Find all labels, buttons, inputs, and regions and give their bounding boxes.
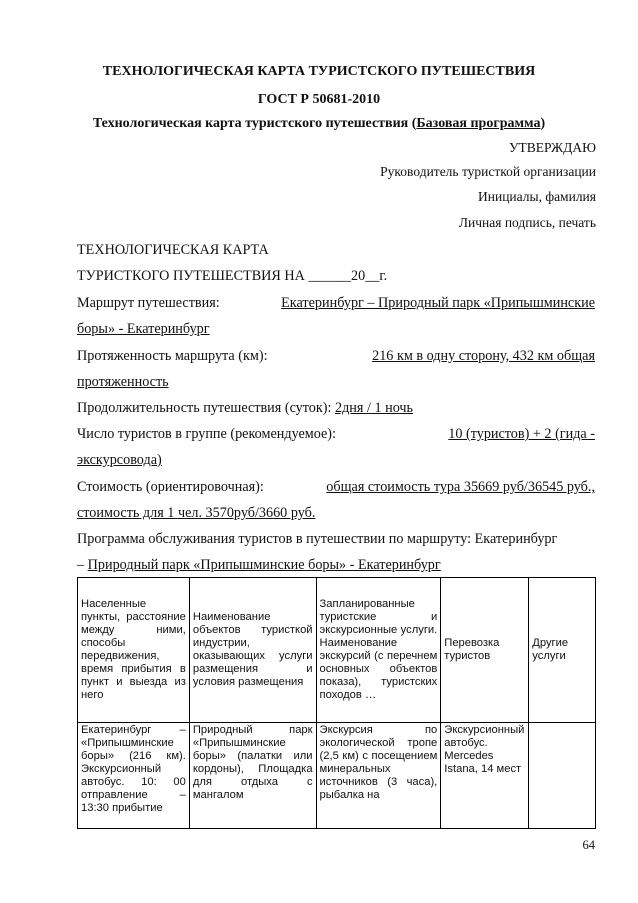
cost-line <box>77 479 595 496</box>
cost-label: Стоимость (ориентировочная): <box>77 479 264 495</box>
tourists-value: 10 (туристов) + 2 (гида - <box>448 426 595 442</box>
cell-services: Экскурсия по экологической тропе (2,5 км) с посещением минеральных источников (3 часа), рыбалка на <box>316 723 441 829</box>
header-objects: Наименование объектов туристкой индустрии, оказывающих услуги размещения и условия размещения <box>189 578 316 723</box>
length-value: 216 км в одну сторону, 432 км общая <box>372 348 595 364</box>
cell-objects: Природный парк «Припышминские боры» (палатки или кордоны), Площадка для отдыха с мангалом <box>189 723 316 829</box>
route-value: Екатеринбург – Природный парк «Припышминские <box>281 295 595 311</box>
length-line-cont <box>77 374 595 391</box>
cost-value: общая стоимость тура 35669 руб/36545 руб., <box>326 479 595 495</box>
route-line <box>77 295 595 312</box>
tourists-label: Число туристов в группе (рекомендуемое): <box>77 426 336 442</box>
page-number: 64 <box>582 838 595 852</box>
duration-line <box>77 400 595 417</box>
length-label: Протяженность маршрута (км): <box>77 348 268 364</box>
cost-line-cont <box>77 505 595 522</box>
cost-value-cont: стоимость для 1 чел. 3570руб/3660 руб. <box>77 505 316 521</box>
tourists-line <box>77 426 595 443</box>
cell-settlements: Екатеринбург – «Припышминские боры» (216 км). Экскурсионный автобус. 10: 00 отправление – 13:30 прибытие <box>78 723 190 829</box>
card-title-line2: ТУРИСТКОГО ПУТЕШЕСТВИЯ НА ______20__г. <box>77 268 388 284</box>
route-line-cont <box>77 321 595 338</box>
cell-other <box>529 723 596 829</box>
tourists-line-cont <box>77 452 595 469</box>
base-program-link[interactable]: Базовая программа <box>416 116 541 131</box>
subtitle-suffix: ) <box>540 116 546 131</box>
header-settlements: Населенные пункты, расстояние между ними, способы передвижения, время прибытия в пункт и выезда из него <box>78 578 190 723</box>
card-title-line1: ТЕХНОЛОГИЧЕСКАЯ КАРТА <box>77 242 269 258</box>
document-subtitle <box>0 116 638 132</box>
header-services: Запланированные туристские и экскурсионные услуги. Наименование экскурсий (с перечнем основных объектов показа), туристских походов … <box>316 578 441 723</box>
gost-reference: ГОСТ Р 50681-2010 <box>257 92 381 107</box>
program-line-cont <box>77 557 595 574</box>
duration-label: Продолжительность путешествия (суток): <box>77 400 332 416</box>
subtitle-prefix: Технологическая карта туристского путешествия ( <box>92 116 417 131</box>
cell-transport: Экскурсионный автобус. Mercedes Istana, 14 мест <box>441 723 529 829</box>
tour-services-table <box>77 577 596 829</box>
initials-line: Инициалы, фамилия <box>478 189 596 204</box>
approve-label: УТВЕРЖДАЮ <box>508 140 596 155</box>
program-route-link[interactable]: Природный парк «Припышминские боры» - Екатеринбург <box>87 557 441 573</box>
document-title: ТЕХНОЛОГИЧЕСКАЯ КАРТА ТУРИСТСКОГО ПУТЕШЕСТВИЯ <box>102 64 536 79</box>
header-other: Другие услуги <box>529 578 596 723</box>
organization-head: Руководитель туристкой организации <box>380 164 596 179</box>
header-transport: Перевозка туристов <box>441 578 529 723</box>
program-line: Программа обслуживания туристов в путешествии по маршруту: Екатеринбург <box>77 531 558 547</box>
length-value-cont: протяженность <box>77 374 169 390</box>
length-line <box>77 348 595 365</box>
route-label: Маршрут путешествия: <box>77 295 220 311</box>
table-header-row <box>78 578 596 723</box>
program-dash: – <box>77 557 88 573</box>
duration-value: 2дня / 1 ночь <box>335 400 414 416</box>
route-value-cont: боры» - Екатеринбург <box>77 321 210 337</box>
table-row <box>78 723 596 829</box>
signature-line: Личная подпись, печать <box>458 215 596 230</box>
tourists-value-cont: экскурсовода) <box>77 452 162 468</box>
